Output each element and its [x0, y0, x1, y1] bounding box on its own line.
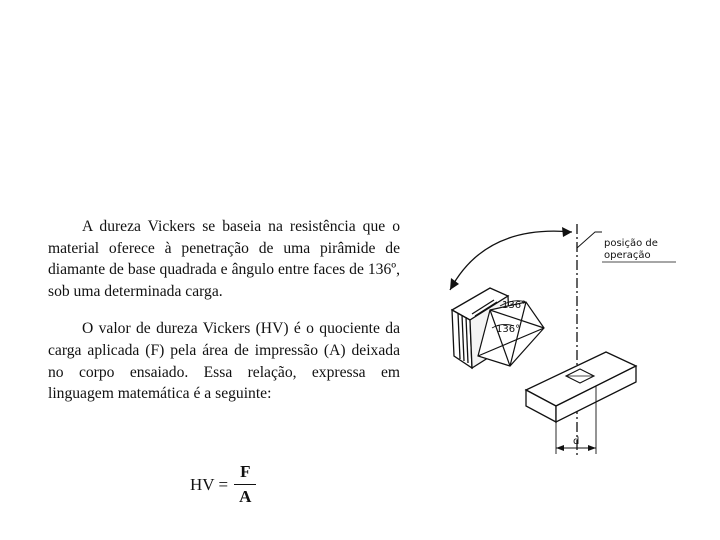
hv-formula: [190, 462, 256, 507]
arc-arrowhead-left: [450, 278, 459, 290]
dimension-arrow-right: [588, 445, 596, 451]
text-block: [48, 216, 400, 405]
formula-lhs: HV =: [190, 474, 229, 494]
position-label-line2: operação: [604, 250, 651, 261]
arc-arrowhead-right: [562, 227, 572, 237]
paragraph-hv-definition: O valor de dureza Vickers (HV) é o quociente da carga aplicada (F) pela área de impressão (A) deixada no corpo ensaiado. Essa relação, expressa em linguagem matemática é a seguinte:: [48, 320, 400, 403]
specimen-block: [526, 352, 636, 422]
formula-denominator: A: [239, 487, 252, 506]
dimension-label: d: [573, 436, 580, 447]
vickers-indenter-figure: [430, 210, 700, 460]
angle-label-bottom: 136°: [496, 324, 521, 335]
rotation-arc: [450, 231, 572, 290]
paragraph-definition: A dureza Vickers se baseia na resistência que o material oferece à penetração de uma pirâmide de diamante de base quadrada e ângulo entre faces de 136º, sob uma determinada carga.: [48, 218, 400, 300]
position-label-line1: posição de: [604, 238, 658, 249]
indenter-diagram: [430, 210, 700, 460]
formula-numerator: F: [234, 462, 256, 485]
angle-label-top: 136°: [502, 300, 527, 311]
dimension-arrow-left: [556, 445, 564, 451]
formula-fraction: [234, 462, 256, 507]
label-leader-line: [577, 232, 602, 248]
